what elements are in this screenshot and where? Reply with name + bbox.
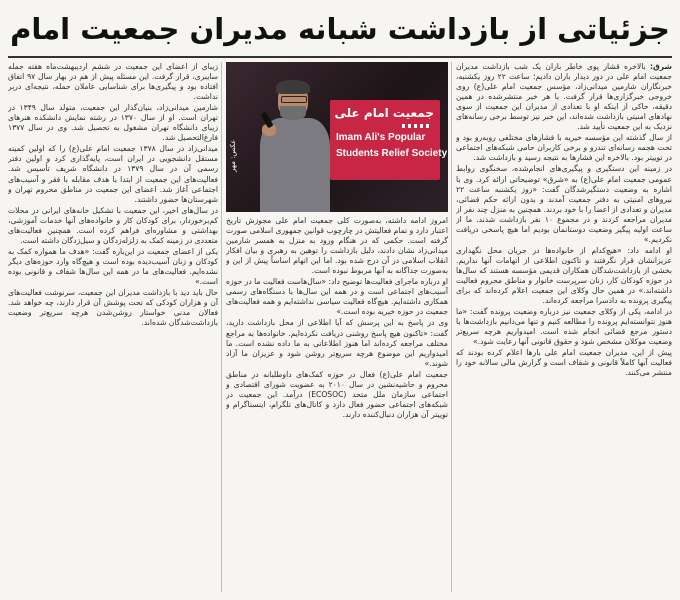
paragraph <box>456 246 672 306</box>
paragraph-text: در ادامه، یکی از وکلای جمعیت نیز درباره وضعیت پرونده گفت: «ما هنوز نتوانسته‌ایم پرونده را مطالعه کنیم و تنها می‌دانیم بازداشت‌ها با دستور مرجع قضائی انجام شده است. امیدواریم هرچه سریع‌تر وضعیت موکلان مشخص شود و حقوق قانونی آنها رعایت شود.» <box>456 307 672 347</box>
paragraph <box>226 370 448 420</box>
paragraph-text: امروز ادامه داشته، به‌صورت کلی جمعیت امام علی مجوزش تاریخ اعتبار دارد و تمام فعالیتش در چارچوب قوانین جمهوری اسلامی صورت گرفته است. حکمی که در هنگام ورود به منزل به همسر شارمین میدانی‌زاد نشان دادند، دلیل بازداشت را توهین به رهبری و بیان افکار انقلاب اسلامی در آن درج شده بود. اما این اتهام اساساً پیش از این و به‌صورت جداگانه به آنها مربوط نبوده است. <box>226 216 448 276</box>
speaker-glasses <box>281 96 307 103</box>
paragraph-text: در زمینه این دستگیری و پیگیری‌های انجام‌شده، سخنگوی روابط عمومی جمعیت امام علی(ع) به «شرق» توضیحاتی ارائه کرد. وی با اشاره به وضعیت دستگیرشدگان گفت: «روز یکشنبه ساعت ۲۲ نیروهای امنیتی به دفتر جمعیت آمدند و بدون ارائه حکم قضائی، مدیران و تعدادی از اعضا را با خود بردند. همچنین به منزل چند نفر از مدیران مراجعه کردند و در مجموع ۱۰ نفر بازداشت شدند. ما از ساعت اولیه پیگیر وضعیت دوستانمان بودیم اما هیچ پاسخی دریافت نکردیم.» <box>456 164 672 244</box>
article-column-left <box>8 62 218 592</box>
speaker-beard <box>280 106 306 120</box>
banner-persian-text: جمعیت امام علی <box>334 106 434 120</box>
banner-decoration <box>402 124 432 128</box>
paragraph-text: وی در پاسخ به این پرسش که آیا اطلاعی از محل بازداشت دارید، گفت: «تاکنون هیچ پاسخ روشنی دریافت نکرده‌ایم. خانواده‌ها به مراجع مختلف مراجعه کرده‌اند اما هنوز اطلاعاتی به ما داده نشده است. ما امیدواریم این موضوع هرچه سریع‌تر روشن شود و عزیزان ما آزاد شوند.» <box>226 318 448 368</box>
paragraph-text: او ادامه داد: «هیچ‌کدام از خانواده‌ها در جریان محل نگهداری عزیزانشان قرار نگرفتند و تاکنون اطلاعی از اتهامات آنها نداریم. بخشی از بازداشت‌شدگان همکاران قدیمی مؤسسه هستند که سال‌ها در حوزه کودکان کار، زنان سرپرست خانوار و مناطق محروم فعالیت داشته‌اند.» در همین حال وکلای این جمعیت اعلام کرده‌اند که برای پیگیری پرونده به دادسرا مراجعه کرده‌اند. <box>456 245 672 306</box>
speaker-figure <box>260 82 330 212</box>
banner-english-line-1: Imam Ali's Popular <box>336 132 426 143</box>
paragraph-text: یکی از اعضای جمعیت در این‌باره گفت: «هدف ما همواره کمک به کودکان و زنان آسیب‌دیده بوده است و هیچ‌گاه وارد حوزه‌های دیگر نشده‌ایم. فعالیت‌های ما در همه این سال‌ها شفاف و قانونی بوده است.» <box>8 246 218 286</box>
paragraph <box>8 206 218 246</box>
article-photo <box>226 62 448 212</box>
paragraph <box>226 216 448 276</box>
paragraph <box>226 318 448 368</box>
column-divider <box>451 62 452 592</box>
paragraph-text: از سال گذشته این مؤسسه خیریه با فشارهای مختلفی روبه‌رو بود و تحت هجمه رسانه‌ای تندرو و برخی کاربران حامی شبکه‌های اجتماعی در توییتر بود. بالاخره این فشارها به نتیجه رسید و بازداشت شد. <box>456 133 672 163</box>
speaker-hair <box>276 80 310 94</box>
paragraph-text: میدانی‌زاد در سال ۱۳۷۸ جمعیت امام علی(ع) را که اولین کمیته مستقل دانشجویی در ایران است، پایه‌گذاری کرد و اولین دفتر رسمی آن در سال ۱۳۷۹ در دانشگاه شریف تأسیس شد. فعالیت‌های این جمعیت از ابتدا با هدف مقابله با فقر و آسیب‌های اجتماعی آغاز شد. اعضای این جمعیت در مناطق محروم تهران و شهرستان‌ها حضور داشتند. <box>8 144 218 204</box>
paragraph <box>456 164 672 244</box>
paragraph-text: پیش از این، مدیران جمعیت امام علی بارها اعلام کرده بودند که فعالیت آنها کاملاً قانونی و شفاف است و گزارش مالی سالانه خود را منتشر می‌کنند. <box>456 348 672 378</box>
paragraph-text: زیبای از اعضای این جمعیت در ششم اردیبهشت‌ماه هفته جمله سایبری، قرار گرفت. این مسئله پیش از هم در بهار سال ۹۷ اتفاق افتاده بود و پیگیری‌ها برای شناسایی عاملان حمله، نتیجه‌ای دربر نداشت. <box>8 62 218 102</box>
paragraph <box>8 247 218 287</box>
photo-banner <box>330 100 448 180</box>
paragraph <box>456 62 672 132</box>
paragraph <box>456 133 672 163</box>
headline-rule <box>8 56 672 58</box>
paragraph <box>8 288 218 328</box>
paragraph-text: او درباره ماجرای فعالیت‌ها توضیح داد: «سال‌هاست فعالیت ما در حوزه آسیب‌های اجتماعی است و در همه این سال‌ها با دستگاه‌های رسمی همکاری داشته‌ایم. هیچ‌گاه فعالیت سیاسی نداشته‌ایم و همه فعالیت‌های جمعیت در حوزه خیریه بوده است.» <box>226 277 448 317</box>
paragraph-text: جمعیت امام علی(ع) فعال در حوزه کمک‌های داوطلبانه در مناطق محروم و حاشیه‌نشین در سال ۲۰۱۰ به عضویت شورای اقتصادی و اجتماعی سازمان ملل متحد (ECOSOC) درآمد. این جمعیت در شبکه‌های اجتماعی حضور فعال دارد و کانال‌های تلگرام، اینستاگرام و توییتر آن هزاران دنبال‌کننده دارند. <box>226 369 448 419</box>
column-divider <box>221 62 222 592</box>
paragraph-lead: شرق: <box>649 62 672 71</box>
article-column-middle <box>226 216 448 592</box>
paragraph <box>226 277 448 317</box>
paragraph <box>456 307 672 347</box>
paragraph-text: در سال‌های اخیر، این جمعیت با تشکیل خانه‌های ایرانی در محلات کم‌برخوردار، برای کودکان کار و خانواده‌های آنها خدمات آموزشی، بهداشتی و مشاوره‌ای فراهم کرده است. همچنین فعالیت‌های متعددی در زمینه کمک به زلزله‌زدگان و سیل‌زدگان داشته است. <box>8 205 218 245</box>
paragraph-text: حال باید دید با بازداشت مدیران این جمعیت، سرنوشت فعالیت‌های آن و هزاران کودکی که تحت پوشش آن قرار دارند، چه خواهد شد. فعالان مدنی خواستار روشن‌شدن هرچه سریع‌تر وضعیت بازداشت‌شدگان شده‌اند. <box>8 288 218 328</box>
banner-english-line-2: Students Relief Society <box>336 148 448 159</box>
photo-credit: عکس: مهر <box>229 139 237 172</box>
paragraph <box>456 348 672 378</box>
paragraph <box>8 62 218 102</box>
paragraph-text: بالاخره قشار پوی خاطر باران یک شب بازداشت مدیران جمعیت امام علی در دور دیدار باران دادیم؛ ساعت ۲۲ روز یکشنبه، خبرنگاران شارمین میدانی‌زاد، مؤسس جمعیت امام علی(ع) روی خروجی خبرگزاری‌ها قرار گرفت. با هر خبر منتشرشده در همین دقیقه، حاکی از اینکه او با تعدادی از مدیران این جمعیت از سوی نهادهای امنیتی بازداشت شده‌اند، این خبر نیز توسط برخی رسانه‌های نزدیک به این جمعیت تأیید شد. <box>456 62 672 132</box>
paragraph <box>8 144 218 204</box>
paragraph-text: شارمین میدانی‌زاد، بنیان‌گذار این جمعیت، متولد سال ۱۳۴۹ در تهران است. او از سال ۱۳۷۰ در رشته نمایش دانشکده هنرهای زیبای دانشگاه تهران مشغول به تحصیل شد. وی در سال ۱۳۷۷ فارغ‌التحصیل شد. <box>8 103 218 143</box>
paragraph <box>8 103 218 143</box>
article-column-right <box>456 62 672 592</box>
headline: جزئیاتی از بازداشت شبانه مدیران جمعیت امام <box>10 12 670 46</box>
